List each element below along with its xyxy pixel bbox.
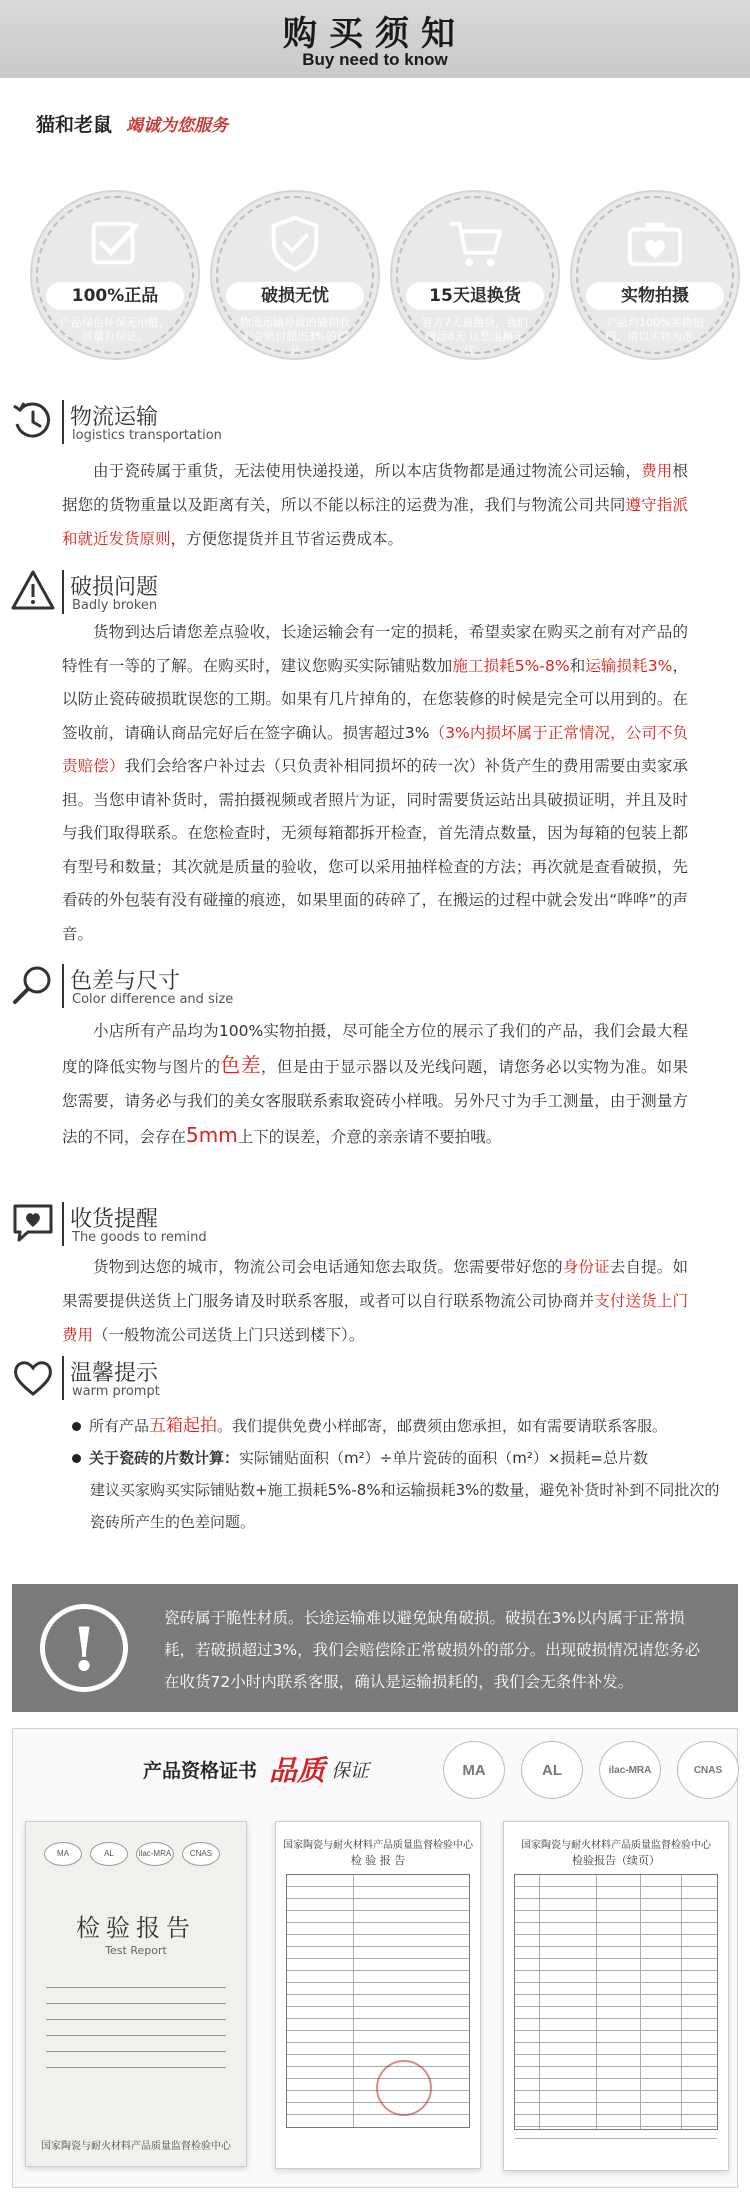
bullet <box>72 1422 81 1431</box>
cert-logos <box>443 1741 739 1799</box>
highlight: 五箱起拍 <box>149 1416 218 1436</box>
certificate-section <box>12 1728 738 2188</box>
text: 货物到达您的城市，物流公司会电话通知您去取货。您需要带好您的 <box>93 1258 563 1276</box>
text: （一般物流公司送货上门只送到楼下）。 <box>93 1326 365 1344</box>
cma-logo: MA <box>44 1842 82 1866</box>
highlight: 遵守指派和就近发货原则 <box>62 496 688 548</box>
cal-logo: AL <box>521 1741 583 1799</box>
damage-paragraph <box>62 616 688 951</box>
bold-text: 关于瓷砖的片数计算： <box>89 1449 240 1467</box>
section-title: 色差与尺寸 <box>70 969 181 994</box>
history-clock-icon <box>10 398 56 444</box>
badge-text: 产品绿色环保无甲醛，质量有保证。 <box>60 316 170 343</box>
test-report-page <box>275 1821 481 2169</box>
text: 由于瓷砖属于重货，无法使用快递投递，所以本店货物都是通过物流公司运输， <box>93 462 642 480</box>
section-title: 温馨提示 <box>70 1361 159 1386</box>
badge-text: 产品均100%实物拍摄，请以实物为准。 <box>605 316 705 343</box>
certificate-header <box>143 1749 369 1789</box>
report-issuer: 国家陶瓷与耐火材料产品质量监督检验中心 <box>41 2141 231 2152</box>
report-fields <box>46 1972 226 2068</box>
checkbox-icon <box>86 214 144 272</box>
heart-icon <box>10 1354 56 1400</box>
seal-stamp <box>376 2060 432 2116</box>
text: 实际铺贴面积（m²）÷单片瓷砖的面积（m²）×损耗=总片数 <box>239 1449 648 1467</box>
exclamation-icon: ! <box>40 1604 128 1692</box>
section-divider <box>62 570 64 614</box>
color-paragraph <box>62 1014 688 1154</box>
service-badges <box>20 190 730 370</box>
shopping-cart-icon <box>446 214 504 272</box>
search-icon <box>10 962 56 1008</box>
cnas-logo: CNAS <box>182 1842 220 1866</box>
logistics-paragraph <box>62 454 688 556</box>
section-subtitle: warm prompt <box>72 1384 160 1399</box>
badge-title: 15天退换货 <box>406 282 544 310</box>
section-divider <box>62 400 64 444</box>
text: 所有产品 <box>89 1417 150 1435</box>
certificate-title: 产品资格证书 <box>143 1759 258 1782</box>
highlight: 运输损耗3% <box>585 656 673 675</box>
brand-slogan: 竭诚为您服务 <box>126 116 229 136</box>
cma-logo: MA <box>443 1741 505 1799</box>
report-table <box>514 1874 718 2130</box>
guarantee-label: 保证 <box>331 1759 370 1782</box>
badge-damage-worry-free <box>210 190 380 360</box>
brand-row <box>36 110 228 137</box>
tip-item-continued: 建议买家购买实际铺贴数+施工损耗5%-8%和运输损耗3%的数量，避免补货时补到不同批次的瓷砖所产生的色差问题。 <box>90 1481 720 1531</box>
text: 上下的误差，介意的亲亲请不要拍哦。 <box>237 1128 502 1146</box>
warning-triangle-icon <box>10 568 56 614</box>
highlight: 色差 <box>220 1053 261 1077</box>
text: 货物到达后请您差点验收，长途运输会有一定的损耗，希望卖家在购买之前有对产品的特性有一等的了解。在购买时，建议您购买实际铺贴数加 <box>62 623 688 675</box>
report-title: 检 验 报 告 <box>350 1854 406 1867</box>
header-banner <box>0 0 750 78</box>
camera-heart-icon <box>626 214 684 272</box>
report-title: 检验报告（续页） <box>572 1854 660 1867</box>
banner-title: 购买须知 <box>283 14 467 54</box>
section-title: 物流运输 <box>70 405 159 430</box>
section-subtitle: Color difference and size <box>72 992 234 1007</box>
badge-return-exchange <box>390 190 560 360</box>
brand-name: 猫和老鼠 <box>36 114 113 136</box>
quality-label: 品质 <box>269 1754 326 1787</box>
text: ，但是由于显示器以及光线问题，请您务必以实物为准。如果您需要，请务必与我们的美女客服联系索取瓷砖小样哦。另外尺寸为手工测量，由于测量方法的不同，会存在 <box>62 1058 688 1146</box>
highlight: 费用 <box>641 462 673 480</box>
section-subtitle: The goods to remind <box>72 1230 207 1245</box>
warning-box <box>12 1584 738 1712</box>
ilac-mra-logo: ilac-MRA <box>599 1741 661 1799</box>
highlight: 5mm <box>186 1123 238 1147</box>
report-title: 检验报告 <box>76 1914 196 1942</box>
report-logos <box>44 1842 220 1866</box>
text: 根据您的货物重量以及距离有关，所以不能以标注的运费为准，我们与物流公司共同 <box>62 462 688 514</box>
section-subtitle: Badly broken <box>72 598 158 613</box>
text: 和 <box>569 656 586 675</box>
highlight: 身份证 <box>562 1258 610 1276</box>
report-subtitle: Test Report <box>105 1944 167 1957</box>
text: ，方便您提货并且节省运费成本。 <box>170 530 404 548</box>
section-title: 破损问题 <box>70 575 159 600</box>
badge-title: 100%正品 <box>46 282 184 310</box>
section-divider <box>62 1202 64 1246</box>
report-header: 国家陶瓷与耐火材料产品质量监督检验中心 <box>521 1840 711 1851</box>
badge-genuine <box>30 190 200 360</box>
badge-text: 物流运输导致的破损我们会赔付超出3%的部分 <box>240 316 350 357</box>
ilac-mra-logo: ilac-MRA <box>136 1842 174 1866</box>
badge-real-photo <box>570 190 740 360</box>
shield-check-icon <box>266 214 324 272</box>
section-divider <box>62 1356 64 1400</box>
cal-logo: AL <box>90 1842 128 1866</box>
test-report-continued <box>503 1821 729 2171</box>
badge-text: 官方7天退换货，我们增添8天 让您退换无忧。 <box>422 316 528 357</box>
section-subtitle: logistics transportation <box>72 428 222 443</box>
highlight: 支付送货上门费用 <box>62 1292 688 1344</box>
test-report-cover <box>25 1821 247 2167</box>
receive-paragraph <box>62 1250 688 1352</box>
warning-text: 瓷砖属于脆性材质。长途运输难以避免缺角破损。破损在3%以内属于正常损耗，若破损超过3%，我们会赔偿除正常破损外的部分。出现破损情况请您务必在收货72小时内联系客服，确认是运输损耗的，我们会无条件补发。 <box>164 1609 701 1691</box>
text: ，以防止瓷砖破损耽误您的工期。如果有几片掉角的，在您装修的时候是完全可以用到的。在签收前，请确认商品完好后在签字确认。损害超过3% <box>62 656 688 742</box>
tips-list <box>72 1410 720 1538</box>
banner-subtitle: Buy need to know <box>302 50 448 69</box>
section-title: 收货提醒 <box>70 1207 159 1232</box>
highlight: （3%内损坏属于正常情况，公司不负责赔偿） <box>62 723 689 775</box>
text: 去自提。如果需要提供送货上门服务请及时联系客服，或者可以自行联系物流公司协商并 <box>62 1258 688 1310</box>
highlight: 施工损耗5%-8% <box>452 656 570 675</box>
text: 小店所有产品均为100%实物拍摄，尽可能全方位的展示了我们的产品，我们会最大程度的降低实物与图片的 <box>62 1022 688 1076</box>
badge-title: 实物拍摄 <box>586 282 724 310</box>
chat-heart-icon <box>10 1200 56 1246</box>
report-header: 国家陶瓷与耐火材料产品质量监督检验中心 <box>283 1840 473 1851</box>
tip-item <box>72 1410 720 1442</box>
badge-title: 破损无忧 <box>226 282 364 310</box>
cnas-logo: CNAS <box>677 1741 739 1799</box>
text: 我们会给客户补过去（只负责补相同损坏的砖一次）补货产生的费用需要由卖家承担。当您申请补货时，需拍摄视频或者照片为证，同时需要货运站出具破损证明，并且及时与我们取得联系。在您检查时，无须每箱都拆开检查，首先清点数量，因为每箱的包装上都有型号和数量；其次就是质量的验收，您可以采用抽样检查的方法；再次就是查看破损，先看砖的外包装有没有碰撞的痕迹，如果里面的砖碎了，在搬运的过程中就会发出“哗哗”的声音。 <box>62 757 688 943</box>
tip-item <box>72 1442 720 1474</box>
text: 。我们提供免费小样邮寄，邮费须由您承担，如有需要请联系客服。 <box>217 1417 668 1435</box>
section-divider <box>62 964 64 1008</box>
bullet <box>72 1454 81 1463</box>
